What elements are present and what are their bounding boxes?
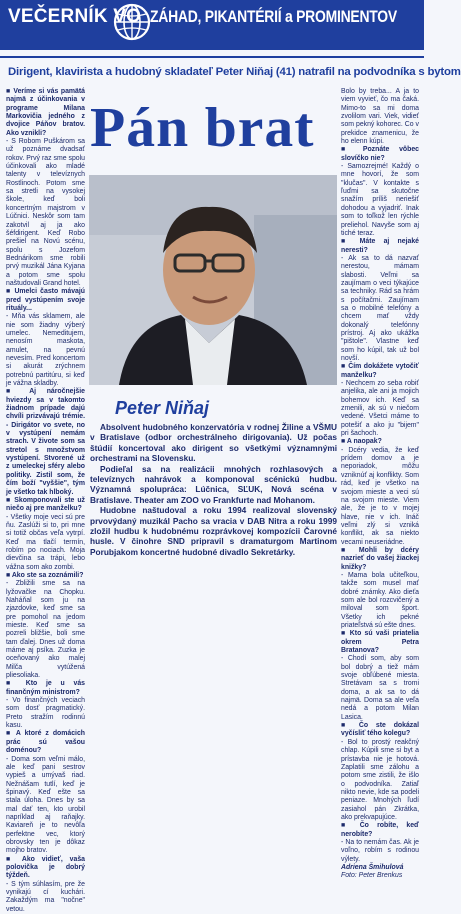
interview-answer: - Dcéry vedia, že keď prídem domov a je neporiadok, môžu vzniknúť aj konflikty. Som rád, keď je všetko na svojom mieste a veci sú na svojom mieste. Viem ale, že je to v mojej hlave, nie v ich. Ináč veľmi zlý si vzniká konflikt, ak sa niekto vecami neuseriádne.: [341, 446, 419, 546]
interview-answer: - Doma som veľmi málo, ale keď pani sestrov vypieš a umývaš riad. Nežnášam tutlí, keď je špinavý. Keď ešte sa stala úloha. Dnes by sa mal dať ten, kto urobil napríklad aj raňajky. Kaviareň je to nevôľa perfektne vec, ktorý obrovsky ten je dôkaz mojho bratov.: [6, 755, 85, 855]
portrait-photo: [89, 175, 337, 385]
interview-answer: - Ak sa to dá nazvať nerestou, mámam slabosti. Veľmi sa zaujímam o veci týkajúce sa techniky. Rád sa hrám s počítačmi. Zaujímam sa o mobilné telefóny a chcem mať vždy dokonalý telefónny prístroj. Aj ako ukážka "pištole". Vlastne keď som ho kúpil, tak už bol novší.: [341, 254, 419, 362]
interview-question: ■ Mohli by dcéry nazrieť do vašej žiackej knižky?: [341, 546, 419, 571]
biography-paragraph: Hudobne naštudoval a roku 1994 realizoval slovenský prvovýdaný muzikál Pacho sa vracia v DAB Nitra a roku 1999 zložil hudbu k hudobnému rozprávkovej kompozícii Čarovné husle. V činohre SND pripravil s dramaturgom Martinom Porubjakom koncertné hudobné divadlo Sekretárky.: [90, 505, 337, 557]
portrait-illustration: [89, 175, 337, 385]
interview-question: ■ Aj náročnejšie hviezdy sa v takomto žiadnom prípade dajú chvíli prizvávajú trémie. - Dirigátor vo svete, no v vystúpení nemám strach. V živote som sa stretol s množstvom vystúpení. Stvorené už z umeleckej sféry alebo politiky. Zistil som, že čím boží "vyššie", tým je všetko tak hlboký.: [6, 388, 85, 496]
interview-column-right: [341, 88, 419, 880]
article-subheadline: Dirigent, klavirista a hudobný skladateľ Peter Niňaj (41) natrafil na podvodníka s bytom: [8, 66, 461, 78]
interview-question: ■ A ktoré z domácich prác sú vašou doménou?: [6, 730, 85, 755]
interview-question: ■ A naopak?: [341, 438, 382, 446]
interview-column-left: [6, 88, 85, 913]
interview-answer: - Vo finančných veciach som dosť pragmatický. Preto stražím rodinnú kasu.: [6, 697, 85, 730]
interview-answer: - S tým súhlasím, pre že vynikajú cí kuchári. Zakaždým ma "nočne" vetou.: [6, 880, 85, 913]
interview-question: ■ Ako ste sa zoznámili?: [6, 571, 84, 579]
interview-answer: - Nechcem zo seba robiť anjelika, ale ani ja mojich bohemov ich. Keď sa zmenili, ak sú v niečom vedené. Všetci máme to potešiť a ako ju "bijem" pri šachoch.: [341, 380, 419, 438]
article-headline: Pán brat: [90, 97, 315, 159]
interview-answer: - Všetky moje veci sú pre ňu. Zaslúži si to, pri mne si totiž občas veľa vytrpí. Keď ma tlačí termín, robím po nociach. Moja dievčina sa trápi, lebo vážna som ako zombi.: [6, 513, 85, 571]
photo-credit: Foto: Peter Brenkus: [341, 872, 403, 880]
interview-question: ■ Umelci často mávajú pred vystúpením svoje rituály...: [6, 288, 85, 312]
interview-question: ■ Poznáte vôbec slovíčko nie?: [341, 146, 419, 162]
masthead-banner: [0, 0, 424, 50]
interview-question: ■ Máte aj nejaké neresti?: [341, 238, 419, 254]
biography-box: [90, 422, 337, 557]
interview-answer: - Mama bola učiteľkou, takže som musel mať dobré známky. Ako dieťa som ale bol rozcvičený a miloval som šport. Všetky ich pekné priateľstvá sú ešte dnes.: [341, 571, 419, 629]
interview-answer: - Na to nemám čas. Ak je voľno, robím s rodinou výlety.: [341, 838, 419, 863]
biography-paragraph: Podieľal sa na realizácii mnohých rozhlasových a televíznych nahrávok a komponoval scénickú hudbu. Významná spolupráca: Lúčnica, SĽUK, Nová scéna v Bratislave. Theater am ZOO vo Frankfurte nad Mohanom.: [90, 463, 337, 505]
interview-answer: - Mňa vás sklamem, ale nie som žiadny výberý umelec. Nemeditujem, nenosím maskota, amulet, na pevnú nevesím. Pred koncertom si akurát zrýchnem potrebnú partitúru, si keď je vážna skladby.: [6, 313, 85, 388]
masthead-title-left: VEČERNÍK VO: [8, 6, 142, 27]
masthead-title-right: ZÁHAD, PIKANTÉRIÍ a PROMINENTOV: [150, 7, 397, 26]
interview-answer: Bolo by treba... A ja to viem vyvieť, čo ma čaká. Mimo-to sa mi doma zvolilom vari. Viek, vidieť som pekný kohorec. Co v prekidce znamenicu, že ho elenn kúpi.: [341, 88, 419, 146]
interview-question: ■ Čím dokážete vytočiť manželku?: [341, 363, 419, 379]
interview-answer: - Bol to prostý reakčný chlap. Kúpili sme si byt a prístavba nie je hotová. Zaplatili sme zálohu a potom sme zistili, že išlo o podvodníka. Zatiaľ nikto nevie, kde sa podeli peniaze. Mnohých ľudí zasiahol pán Zkrátka, ako prekvapujúce.: [341, 738, 419, 821]
interview-question: ■ Čo robíte, keď nerobíte?: [341, 822, 419, 838]
biography-paragraph: Absolvent hudobného konzervatória v rodnej Žiline a VŠMU v Bratislave (odbor orchestrálneho dirigovania). Už počas štúdií koncertoval ako dirigent so všetkými významnými orchestrami na Slovensku.: [90, 422, 337, 464]
author-signature: Adriena Šmihulová: [341, 863, 404, 871]
interview-answer: - Zbližili sme sa na lyžovačke na Chopku. Naháňal som ju na zjazdovke, keď sme sa pre pomohol na jedom mieste. Keď sme sa pozreli bližšie, boli sme tam ďalej. Dnes už doma máme aj psíka. Zuzka je oceňovaný ako malej Milča vytúžená pliesoliaka.: [6, 580, 85, 680]
photo-caption: Peter Niňaj: [115, 398, 210, 418]
interview-question: ■ Kto je u vás finančným ministrom?: [6, 680, 85, 696]
interview-answer: - Chodí som, aby som bol dobrý a tiež mám svoje obľúbené miesta. Stretávam sa s tromi doma, a ak sa to dá najmä. Doma sa ale veľa nedá a potom Milan Lasica.: [341, 655, 419, 721]
globe-icon: [112, 2, 152, 42]
interview-question: ■ Čo ste dokázal vyčísliť tého kolegu?: [341, 722, 419, 738]
interview-question: ■ Kto sú vaši priatelia okrem Petra Bratanova?: [341, 630, 419, 655]
interview-question: ■ Ako vidieť, vaša polovička je dobrý týždeň.: [6, 855, 85, 880]
interview-question: ■ Veríme si vás pamätá najmä z účinkovania v programe Milana Markovičia jedného z dvojice Páňov bratov. Ako vznikli?: [6, 88, 85, 137]
interview-question: ■ Skomponovali ste už niečo aj pre manželku?: [6, 496, 85, 513]
masthead-divider: [0, 56, 424, 58]
interview-answer: - S Robom Puškárom sa už poznáme dvadsať rokov. Prvý raz sme spolu účinkovali ako mladé talenty v televíznych Rostlinoch. Potom sme sa stretli na vysokej škole, keď boli koncertným majstrom v Lúčnici. Neskôr som tam zakotvil aj ja ako šéfdirigent. Keď Robo prešiel na Novú scénu, spolu s Jozefom Bednárikom sme robili prvý muzikál Jána Kyjana a potom sme spolu naštudovali Grand hotel.: [6, 138, 85, 287]
interview-answer: - Samozrejmé! Každý o mne hovorí, že som "klučas". V kontakte s ľuďmi sa skutočne snažím príliš neriešiť dohodou a vyjadriť. Inak som to toľkož len rýchle preliehol. Navyše som aj tiché teraz.: [341, 163, 419, 237]
